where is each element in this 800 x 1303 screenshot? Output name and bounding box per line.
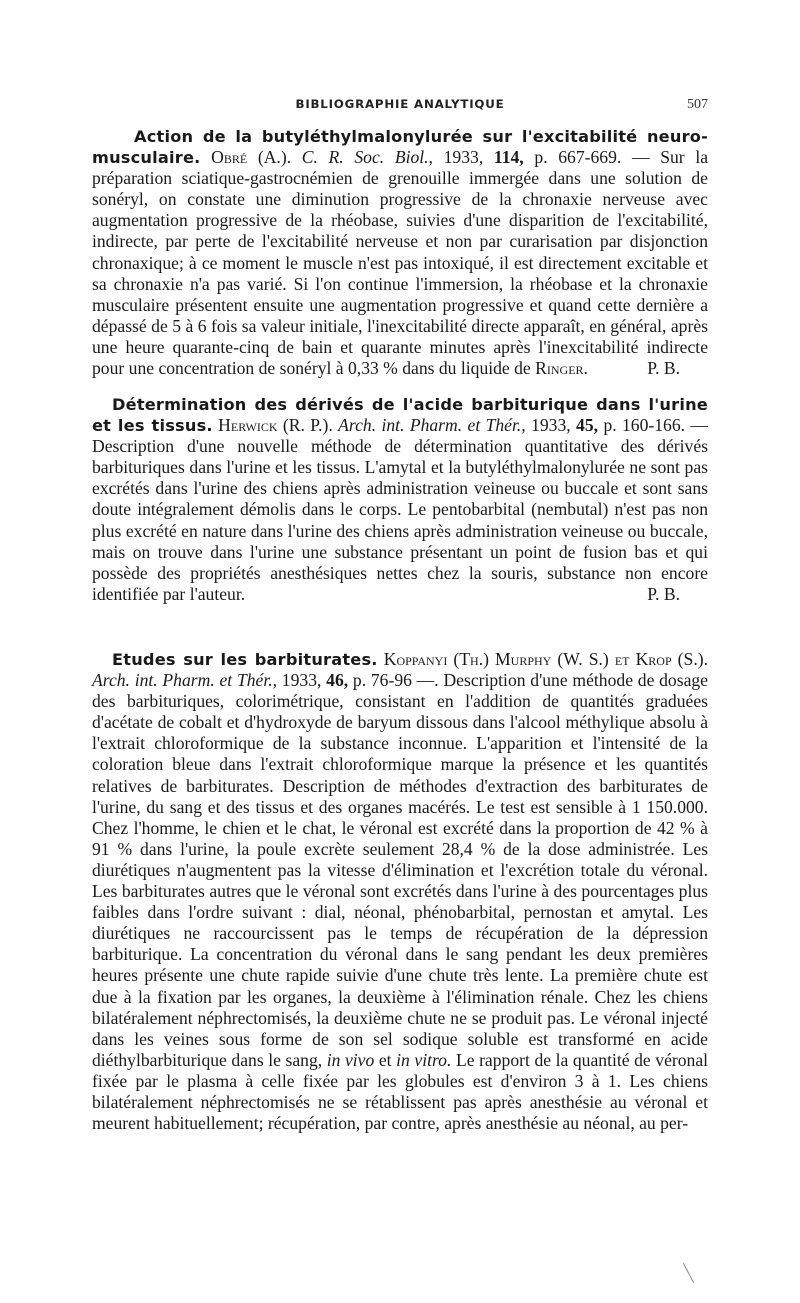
entry-author: Herwick (R. P.). xyxy=(218,415,333,436)
entry-signature: P. B. xyxy=(647,583,680,604)
entry-body-continued: Le rapport de la quantité de véronal fixée par le plasma à celle fixée par les globules est d'environ 3 à 1. Les chiens bilatéralement néphrectomisés ne se rétablissent pas après anesthésie au véronal et meurent habituellement; récupération, par contre, après anesthésie au néonal, au per- xyxy=(92,1049,709,1134)
entry-year: 1933, xyxy=(443,147,484,168)
entry-year: 1933, xyxy=(531,415,571,436)
entry-journal: Arch. int. Pharm. et Thér., xyxy=(92,670,278,691)
entry-pages: p. 76-96 —. xyxy=(352,670,439,691)
entry-title: Détermination des dérivés de l'acide barbiturique dans l'urine et les tissus. xyxy=(92,395,708,436)
bibliography-entry xyxy=(92,394,708,605)
entry-connector: et xyxy=(378,1049,392,1070)
bibliography-entry xyxy=(92,126,708,379)
entry-title: Action de la butyléthylmalonylurée sur l'excitabilité neuro-musculaire. xyxy=(92,127,708,168)
entry-body: Description d'une méthode de dosage des barbituriques, colorimétrique, consistant en l'addition de quantités graduées d'acétate de cobalt et d'hydroxyde de baryum dissous dans l'alcool méthylique absolu à l'extrait chloroformique de la substance inconnue. L'apparition et l'intensité de la coloration bleue dans l'extrait chloroformique marque la présence et les quantités relatives de barbiturates. Description de méthodes d'extraction des barbiturates de l'urine, du sang et des tissus et des organes macérés. Le test est sensible à 1 150.000. Chez l'homme, le chien et le chat, le véronal est excrété dans la proportion de 42 % à 91 % dans l'urine, la poule excrète seulement 28,4 % de la dose administrée. Les diurétiques n'augmentent pas la vitesse d'élimination et l'excrétion totale du véronal. Les barbiturates autres que le véronal sont excrétés dans l'urine à des pourcentages plus faibles dans l'ordre suivant : dial, néonal, phénobarbital, pernostan et amytal. Les diurétiques ne raccourcissent pas le temps de récupération de la dépression barbiturique. La concentration du véronal dans le sang pendant les deux premières heures présente une chute rapide suivie d'une chute très lente. La première chute est due à la fixation par les organes, la deuxième à l'élimination rénale. Chez les chiens bilatéralement néphrectomisés, la deuxième chute ne se produit pas. Le véronal injecté dans les veines sous forme de son sel sodique soluble est transformé en acide diéthylbarbiturique dans le sang, xyxy=(92,670,708,1070)
page-number: 507 xyxy=(687,97,708,112)
entry-volume: 46, xyxy=(326,670,349,691)
bibliography-entry xyxy=(92,649,708,1134)
entry-body: Description d'une nouvelle méthode de détermination quantitative des dérivés barbituriques dans l'urine et les tissus. L'amytal et la butyléthylmalonylurée ne sont pas excrétés dans l'urine des chiens après administration veineuse ou buccale et sont sans doute intégralement démolis dans le corps. Le pentobarbital (nembutal) n'est pas non plus excrété en nature dans l'urine des chiens après administration veineuse ou buccale, mais on trouve dans l'urine une substance présentant un point de fusion bas et qui possède des propriétés anesthésiques nettes chez la souris, substance non encore identifiée par l'auteur. xyxy=(92,436,708,604)
entry-journal: C. R. Soc. Biol., xyxy=(301,147,433,168)
entry-volume: 114, xyxy=(493,147,524,168)
entry-journal: Arch. int. Pharm. et Thér., xyxy=(338,415,526,436)
running-head: BIBLIOGRAPHIE ANALYTIQUE xyxy=(295,97,505,111)
entry-body: Sur la préparation sciatique-gastrocnémien de grenouille immergée dans une solution de sonéryl, on constate une diminution progressive de la chronaxie nerveuse avec augmentation progressive de la rhéobase, suivies d'une disparition de l'excitabilité, indirecte, par perte de l'excitabilité nerveuse et non par curarisation par disjonction chronaxique; à ce moment le muscle n'est pas intoxiqué, il est directement excitable et sa chronaxie n'a pas varié. Si l'on continue l'immersion, la rhéobase et la chronaxie musculaire présentent ensuite une augmentation progressive et quand cette dernière a dépassé de 5 à 6 fois sa valeur initiale, l'inexcitabilité directe apparaît, en général, après une heure quarante-cinq de bain et quarante minutes après l'inexcitabilité indirecte pour une concentration de sonéryl à 0,33 % dans du liquide de xyxy=(92,147,709,379)
entry-volume: 45, xyxy=(576,415,599,436)
entry-body-end: Ringer. xyxy=(535,358,588,379)
entry-signature: P. B. xyxy=(647,358,680,379)
entry-italic-in-vivo: in vivo xyxy=(326,1049,375,1070)
entry-year: 1933, xyxy=(281,670,322,691)
entry-pages: p. 160-166. — xyxy=(603,415,709,436)
entry-title: Etudes sur les barbiturates. xyxy=(112,650,378,669)
margin-pencil-mark xyxy=(683,1263,694,1283)
entry-author: Obré (A.). xyxy=(211,147,292,168)
entry-pages: p. 667-669. — xyxy=(534,147,650,168)
entry-author: Koppanyi (Th.) Murphy (W. S.) et Krop (S.). xyxy=(383,649,708,669)
entry-italic-in-vitro: in vitro. xyxy=(396,1049,452,1070)
